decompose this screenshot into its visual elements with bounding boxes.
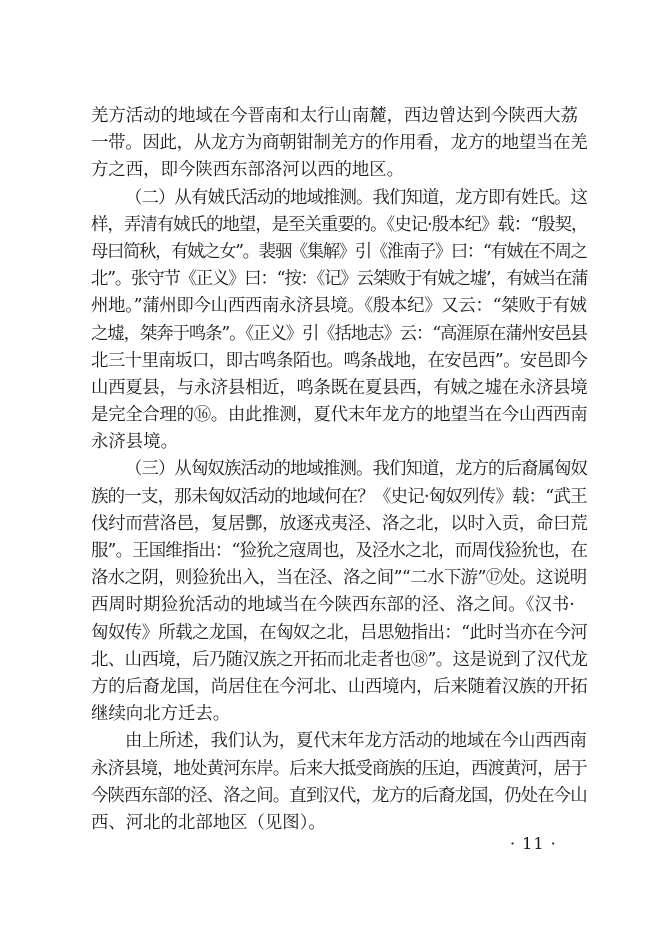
text-line: 洛水之阴，则猃狁出入，当在泾、洛之间”“二水下游”⑰处。这说明 bbox=[91, 568, 587, 589]
text-line: 样，弄清有娀氏的地望，是至关重要的。《史记·殷本纪》载：“殷契， bbox=[91, 214, 588, 235]
text-line: 方之西，即今陕西东部洛河以西的地区。 bbox=[91, 160, 405, 181]
text-line: 是完全合理的⑯。由此推测，夏代末年龙方的地望当在今山西西南 bbox=[91, 405, 588, 426]
text-line: 继续向北方迁去。 bbox=[91, 704, 231, 725]
text-line: 山西夏县，与永济县相近，鸣条既在夏县西，有娀之墟在永济县境 bbox=[91, 377, 588, 398]
text-line: 羌方活动的地域在今晋南和太行山南麓，西边曾达到今陕西大荔 bbox=[91, 106, 578, 126]
text-line: 北三十里南坂口，即古鸣条陌也。鸣条战地，在安邑西”。安邑即今 bbox=[91, 350, 588, 371]
text-line: 匈奴传》所载之龙国，在匈奴之北，吕思勉指出：“此时当亦在今河 bbox=[91, 622, 588, 643]
text-line: 北”。张守节《正义》曰：“按：《记》云桀败于有娀之墟’，有娀当在蒲 bbox=[91, 269, 588, 290]
text-line: 由上所述，我们认为，夏代末年龙方活动的地域在今山西西南 bbox=[125, 731, 587, 752]
text-line: 族的一支，那未匈奴活动的地域何在？《史记·匈奴列传》载：“武王 bbox=[91, 486, 587, 507]
text-line: 服”。王国维指出：“猃狁之寇周也，及泾水之北，而周伐猃狁也，在 bbox=[91, 541, 588, 561]
text-line: 之墟，桀奔于鸣条”。《正义》引《括地志》云：“高涯原在蒲州安邑县 bbox=[91, 323, 587, 344]
text-line: 西周时期猃狁活动的地域当在今陕西东部的泾、洛之间。《汉书· bbox=[91, 595, 575, 616]
text-line: 伐纣而营洛邑，复居酆，放逐戎夷泾、洛之北，以时入贡，命曰荒 bbox=[91, 513, 588, 534]
text-line: 北、山西境，后乃随汉族之开拓而北走者也⑱”。这是说到了汉代龙 bbox=[91, 649, 588, 670]
text-line: （三）从匈奴族活动的地域推测。我们知道，龙方的后裔属匈奴 bbox=[125, 459, 587, 480]
text-line: 西、河北的北部地区（见图）。 bbox=[91, 812, 326, 833]
text-line: 方的后裔龙国，尚居住在今河北、山西境内，后来随着汉族的开拓 bbox=[91, 676, 588, 697]
text-line: 永济县境。 bbox=[91, 432, 178, 453]
text-line: 今陕西东部的泾、洛之间。直到汉代，龙方的后裔龙国，仍处在今山 bbox=[91, 785, 587, 806]
body-text bbox=[91, 103, 587, 837]
text-line: 母曰简秋，有娀之女”。裴骃《集解》引《淮南子》曰：“有娀在不周之 bbox=[91, 241, 587, 262]
text-line: 永济县境，地处黄河东岸。后来大抵受商族的压迫，西渡黄河，居于 bbox=[91, 758, 587, 779]
text-line: 一带。因此，从龙方为商朝钳制羌方的作用看，龙方的地望当在羌 bbox=[91, 133, 588, 154]
text-line: 州地。”蒲州即今山西西南永济县境。《殷本纪》又云：“桀败于有娀 bbox=[91, 296, 587, 317]
text-line: （二）从有娀氏活动的地域推测。我们知道，龙方即有姓氏。这 bbox=[125, 187, 587, 208]
page-number: · 11 · bbox=[510, 834, 557, 853]
